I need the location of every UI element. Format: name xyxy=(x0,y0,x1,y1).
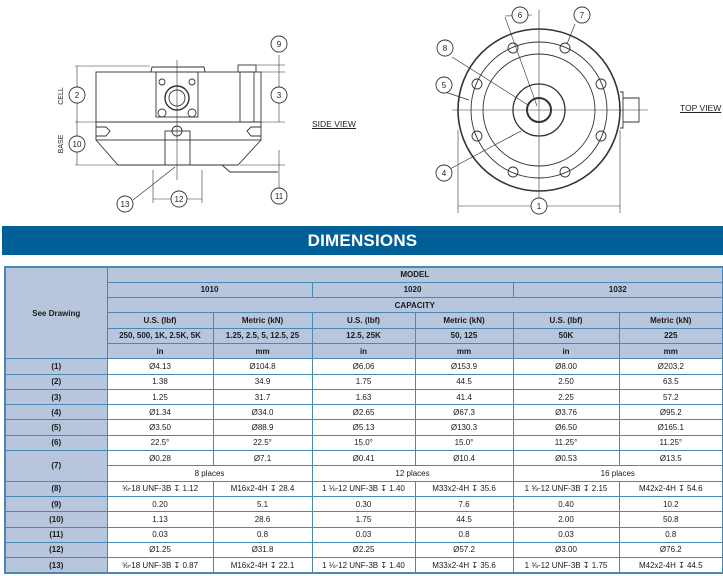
places-1010: 8 places xyxy=(107,466,312,481)
table-row xyxy=(5,374,723,389)
cell: 1 ⅛-12 UNF-3B ↧ 1.40 xyxy=(312,558,415,573)
cell: 1.63 xyxy=(312,389,415,404)
cell: 34.9 xyxy=(213,374,312,389)
cell: M33x2-4H ↧ 35.6 xyxy=(415,481,513,496)
cell: Ø5.13 xyxy=(312,420,415,435)
cell: Ø34.0 xyxy=(213,405,312,420)
cell: 44.5 xyxy=(415,512,513,527)
cell: 1.13 xyxy=(107,512,213,527)
units-header-row xyxy=(5,313,723,328)
table-row xyxy=(5,496,723,511)
table-row xyxy=(5,389,723,404)
table-row xyxy=(5,558,723,573)
cell: Ø165.1 xyxy=(619,420,723,435)
cell: Ø1.25 xyxy=(107,542,213,557)
row-ref: (9) xyxy=(5,496,107,511)
cell: 57.2 xyxy=(619,389,723,404)
cell: Ø8.00 xyxy=(513,359,619,374)
cell: 0.20 xyxy=(107,496,213,511)
model-header: MODEL xyxy=(107,267,723,282)
cell: 0.8 xyxy=(213,527,312,542)
row-ref: (3) xyxy=(5,389,107,404)
dimensions-table xyxy=(4,266,723,574)
cell: Ø31.8 xyxy=(213,542,312,557)
row-ref: (2) xyxy=(5,374,107,389)
cell: Ø3.76 xyxy=(513,405,619,420)
cell: 0.8 xyxy=(415,527,513,542)
cell: 11.25° xyxy=(619,435,723,450)
cell: 63.5 xyxy=(619,374,723,389)
model-1032: 1032 xyxy=(513,282,723,297)
cell: Ø0.53 xyxy=(513,451,619,466)
cell: 31.7 xyxy=(213,389,312,404)
capacity-value: 50, 125 xyxy=(415,328,513,343)
places-1020: 12 places xyxy=(312,466,513,481)
cell: Ø88.9 xyxy=(213,420,312,435)
capacity-header: CAPACITY xyxy=(107,298,723,313)
table-row xyxy=(5,359,723,374)
row-ref: (7) xyxy=(5,451,107,482)
model-1010: 1010 xyxy=(107,282,312,297)
table-row xyxy=(5,512,723,527)
cell: Ø0.41 xyxy=(312,451,415,466)
table-row xyxy=(5,527,723,542)
row-ref: (1) xyxy=(5,359,107,374)
length-unit: in xyxy=(107,343,213,358)
cell: 22.5° xyxy=(213,435,312,450)
row-ref: (10) xyxy=(5,512,107,527)
row-ref: (4) xyxy=(5,405,107,420)
side-view-label: SIDE VIEW xyxy=(312,119,356,129)
callout-11: 11 xyxy=(274,192,284,201)
cell-label: CELL xyxy=(58,87,65,105)
cell: Ø2.25 xyxy=(312,542,415,557)
cell: ⅝-18 UNF-3B ↧ 0.87 xyxy=(107,558,213,573)
cell: 44.5 xyxy=(415,374,513,389)
cell: Ø130.3 xyxy=(415,420,513,435)
callout-9: 9 xyxy=(276,40,282,49)
cell: 2.00 xyxy=(513,512,619,527)
table-row xyxy=(5,451,723,466)
capacity-value: 225 xyxy=(619,328,723,343)
callout-13: 13 xyxy=(120,200,130,209)
table-row xyxy=(5,481,723,496)
cell: 1 ⅝-12 UNF-3B ↧ 2.15 xyxy=(513,481,619,496)
top-view-drawing xyxy=(0,0,723,222)
cell: M16x2-4H ↧ 22.1 xyxy=(213,558,312,573)
callout-4: 4 xyxy=(441,169,447,178)
table-row xyxy=(5,420,723,435)
cell: 28.6 xyxy=(213,512,312,527)
cell: 0.03 xyxy=(107,527,213,542)
capacity-value: 50K xyxy=(513,328,619,343)
dimensions-banner: DIMENSIONS xyxy=(2,226,723,255)
row-ref: (11) xyxy=(5,527,107,542)
cell: Ø57.2 xyxy=(415,542,513,557)
row-ref: (12) xyxy=(5,542,107,557)
cell: Ø1.34 xyxy=(107,405,213,420)
callout-5: 5 xyxy=(441,81,447,90)
callout-7: 7 xyxy=(579,11,585,20)
length-unit: in xyxy=(312,343,415,358)
cell: Ø104.8 xyxy=(213,359,312,374)
unit-header: Metric (kN) xyxy=(213,313,312,328)
model-1020: 1020 xyxy=(312,282,513,297)
callout-10: 10 xyxy=(72,140,82,149)
cell: 0.30 xyxy=(312,496,415,511)
cell: 7.6 xyxy=(415,496,513,511)
cell: Ø6.06 xyxy=(312,359,415,374)
table-row xyxy=(5,435,723,450)
callout-1: 1 xyxy=(536,202,542,211)
capacity-row xyxy=(5,328,723,343)
cell: 15.0° xyxy=(415,435,513,450)
technical-drawings xyxy=(0,0,723,222)
cell: ⅝-18 UNF-3B ↧ 1.12 xyxy=(107,481,213,496)
places-1032: 16 places xyxy=(513,466,723,481)
cell: M42x2-4H ↧ 44.5 xyxy=(619,558,723,573)
length-unit: in xyxy=(513,343,619,358)
row-ref: (6) xyxy=(5,435,107,450)
cell: 22.5° xyxy=(107,435,213,450)
unit-header: Metric (kN) xyxy=(415,313,513,328)
unit-header: Metric (kN) xyxy=(619,313,723,328)
length-unit: mm xyxy=(415,343,513,358)
cell: Ø13.5 xyxy=(619,451,723,466)
base-label: BASE xyxy=(58,134,65,154)
cell: M42x2-4H ↧ 54.6 xyxy=(619,481,723,496)
cell: Ø10.4 xyxy=(415,451,513,466)
callout-6: 6 xyxy=(517,11,523,20)
places-row xyxy=(5,466,723,481)
unit-header: U.S. (lbf) xyxy=(513,313,619,328)
see-drawing-header: See Drawing xyxy=(5,267,107,359)
cell: Ø3.00 xyxy=(513,542,619,557)
cell: 15.0° xyxy=(312,435,415,450)
cell: 0.8 xyxy=(619,527,723,542)
cell: 1.38 xyxy=(107,374,213,389)
unit-header: U.S. (lbf) xyxy=(312,313,415,328)
length-unit: mm xyxy=(213,343,312,358)
cell: Ø153.9 xyxy=(415,359,513,374)
callout-3: 3 xyxy=(276,91,282,100)
capacity-value: 1.25, 2.5, 5, 12.5, 25 xyxy=(213,328,312,343)
row-ref: (13) xyxy=(5,558,107,573)
table-row xyxy=(5,542,723,557)
cell: 1.75 xyxy=(312,512,415,527)
cell: 41.4 xyxy=(415,389,513,404)
cell: Ø203.2 xyxy=(619,359,723,374)
cell: Ø0.28 xyxy=(107,451,213,466)
cell: 11.25° xyxy=(513,435,619,450)
cell: 1.25 xyxy=(107,389,213,404)
cell: Ø3.50 xyxy=(107,420,213,435)
cell: 10.2 xyxy=(619,496,723,511)
cell: 2.50 xyxy=(513,374,619,389)
row-ref: (5) xyxy=(5,420,107,435)
cell: Ø6.50 xyxy=(513,420,619,435)
length-unit: mm xyxy=(619,343,723,358)
cell: M16x2-4H ↧ 28.4 xyxy=(213,481,312,496)
cell: 50.8 xyxy=(619,512,723,527)
callout-2: 2 xyxy=(74,91,80,100)
length-units-row xyxy=(5,343,723,358)
cell: Ø76.2 xyxy=(619,542,723,557)
callout-12: 12 xyxy=(174,195,184,204)
cell: 5.1 xyxy=(213,496,312,511)
capacity-value: 250, 500, 1K, 2.5K, 5K xyxy=(107,328,213,343)
row-ref: (8) xyxy=(5,481,107,496)
cell: M33x2-4H ↧ 35.6 xyxy=(415,558,513,573)
cell: 0.03 xyxy=(513,527,619,542)
cell: Ø67.3 xyxy=(415,405,513,420)
callout-8: 8 xyxy=(442,44,448,53)
cell: 0.03 xyxy=(312,527,415,542)
cell: Ø4.13 xyxy=(107,359,213,374)
cell: Ø2.65 xyxy=(312,405,415,420)
unit-header: U.S. (lbf) xyxy=(107,313,213,328)
cell: 1 ⅝-12 UNF-3B ↧ 1.75 xyxy=(513,558,619,573)
cell: 2.25 xyxy=(513,389,619,404)
cell: 1 ⅛-12 UNF-3B ↧ 1.40 xyxy=(312,481,415,496)
top-view-label: TOP VIEW xyxy=(680,103,722,113)
cell: Ø7.1 xyxy=(213,451,312,466)
cell: 1.75 xyxy=(312,374,415,389)
table-row xyxy=(5,405,723,420)
cell: Ø95.2 xyxy=(619,405,723,420)
capacity-value: 12.5, 25K xyxy=(312,328,415,343)
cell: 0.40 xyxy=(513,496,619,511)
